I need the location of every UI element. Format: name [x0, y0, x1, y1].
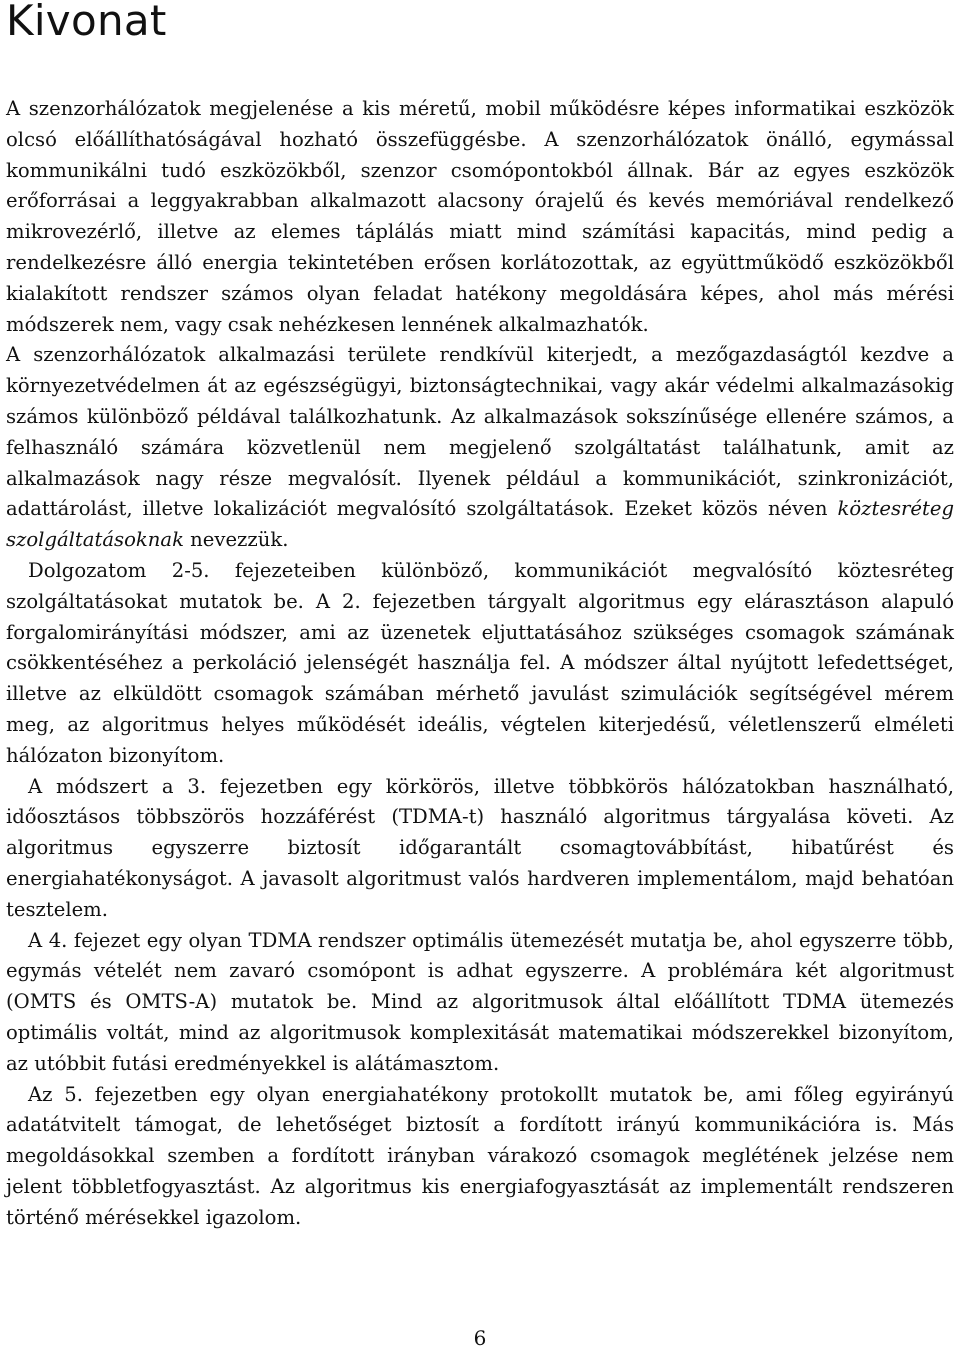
- page-number: 6: [473, 1326, 487, 1350]
- paragraph-5: A 4. fejezet egy olyan TDMA rendszer optimális ütemezését mutatja be, ahol egyszerre több, egymás vételét nem zavaró csomópont is adhat egyszerre. A problémára két algoritmust (OMTS és OMTS-A) mutatok be. Mind az algoritmusok által előállított TDMA ütemezés optimális voltát, mind az algoritmusok komplexitását matematikai módszerekkel bizonyítom, az utóbbit futási eredményekkel is alátámasztom.: [6, 928, 954, 1075]
- paragraph-2-text-before: A szenzorhálózatok alkalmazási területe rendkívül kiterjedt, a mezőgazdaságtól kezdve a környezetvédelmen át az egészségügyi, biztonságtechnikai, vagy akár védelmi alkalmazásokig számos különböző példával találkozhatunk. Az alkalmazások sokszínűsége ellenére számos, a felhasználó számára közvetlenül nem megjelenő szolgáltatást találhatunk, amit az alkalmazások nagy része megvalósít. Ilyenek például a kommunikációt, szinkronizációt, adattárolást, illetve lokalizációt megvalósító szolgáltatások. Ezeket közös néven: [6, 343, 954, 521]
- emphasized-term: köztesréteg szolgáltatásoknak: [6, 497, 954, 552]
- page-title: Kivonat: [6, 0, 167, 45]
- paragraph-3: Dolgozatom 2-5. fejezeteiben különböző, kommunikációt megvalósító köztesréteg szolgáltatásokat mutatok be. A 2. fejezetben tárgyalt algoritmus egy elárasztáson alapuló forgalomirányítási módszer, ami az üzenetek eljuttatásához szükséges csomagok számának csökkentéséhez a perkoláció jelenségét használja fel. A módszer által nyújtott lefedettséget, illetve az elküldött csomagok számában mérhető javulást szimulációk segítségével mérem meg, az algoritmus helyes működését ideális, végtelen kiterjedésű, véletlenszerű elméleti hálózaton bizonyítom.: [6, 558, 954, 767]
- abstract-body: [6, 94, 954, 1233]
- paragraph-1: A szenzorhálózatok megjelenése a kis méretű, mobil működésre képes informatikai eszközök olcsó előállíthatóságával hozható összefüggésbe. A szenzorhálózatok önálló, egymással kommunikálni tudó eszközökből, szenzor csomópontokból állnak. Bár az egyes eszközök erőforrásai a leggyakrabban alkalmazott alacsony órajelű és kevés memóriával rendelkező mikrovezérlő, illetve az elemes táplálás miatt mind számítási kapacitás, mind pedig a rendelkezésre álló energia tekintetében erősen korlátozottak, az együttműködő eszközökből kialakított rendszer számos olyan feladat hatékony megoldására képes, ahol más mérési módszerek nem, vagy csak nehézkesen lennének alkalmazhatók.: [6, 97, 954, 336]
- paragraph-2: [6, 340, 954, 556]
- paragraph-2-text-after: nevezzük.: [183, 528, 289, 552]
- paragraph-4: A módszert a 3. fejezetben egy körkörös, illetve többkörös hálózatokban használható, időosztásos többszörös hozzáférést (TDMA-t) használó algoritmus tárgyalása követi. Az algoritmus egyszerre biztosít időgarantált csomagtovábbítást, hibatűrést és energiahatékonyságot. A javasolt algoritmust valós hardveren implementálom, majd behatóan tesztelem.: [6, 774, 954, 921]
- paragraph-6: Az 5. fejezetben egy olyan energiahatékony protokollt mutatok be, ami főleg egyirányú adatátvitelt támogat, de lehetőséget biztosít a fordított irányú kommunikációra is. Más megoldásokkal szemben a fordított irányban várakozó csomagok meglétének jelzése nem jelent többletfogyasztást. Az algoritmus kis energiafogyasztását az implementált rendszeren történő mérésekkel igazolom.: [6, 1082, 954, 1229]
